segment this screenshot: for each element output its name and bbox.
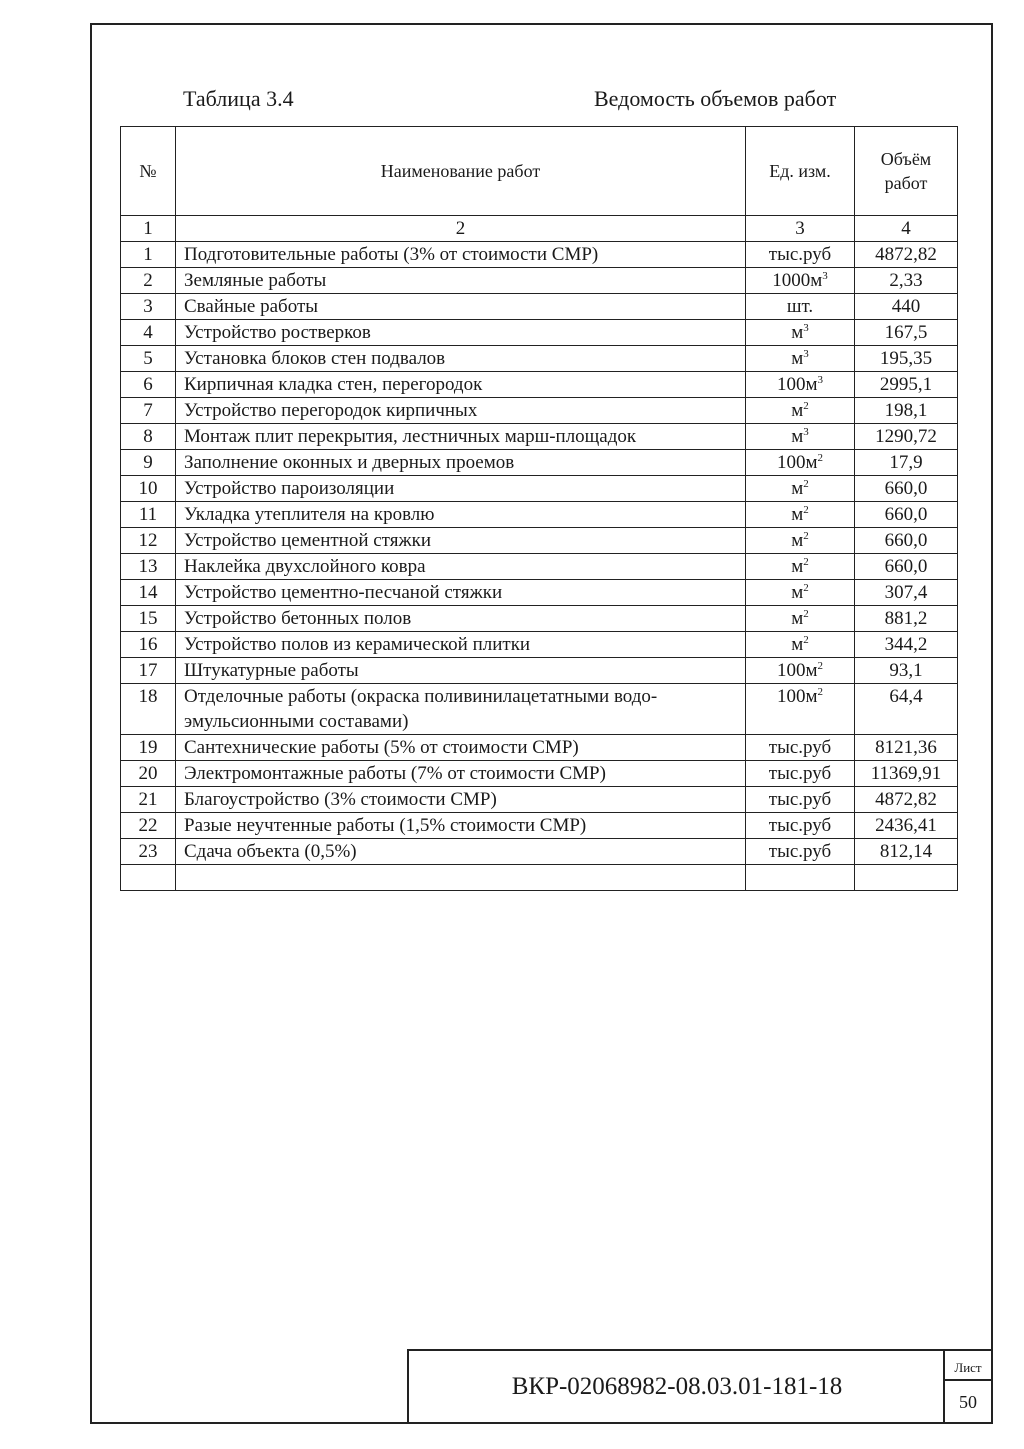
- row-name: Устройство цементно-песчаной стяжки: [176, 580, 746, 606]
- row-name: Заполнение оконных и дверных проемов: [176, 450, 746, 476]
- row-unit-text: м: [791, 608, 804, 629]
- row-unit-exponent: 2: [803, 634, 809, 646]
- row-volume: 93,1: [855, 658, 958, 684]
- row-unit: [746, 735, 855, 761]
- column-index-cell: 4: [855, 216, 958, 242]
- row-unit-text: шт.: [786, 296, 814, 317]
- row-number: 20: [121, 761, 176, 787]
- row-name: Устройство цементной стяжки: [176, 528, 746, 554]
- table-row: [121, 787, 958, 813]
- row-unit: [746, 502, 855, 528]
- row-volume: 660,0: [855, 476, 958, 502]
- column-index-cell: 3: [746, 216, 855, 242]
- row-unit-text: м: [791, 348, 804, 369]
- row-volume: 660,0: [855, 528, 958, 554]
- row-volume: 2995,1: [855, 372, 958, 398]
- table-title: Ведомость объемов работ: [594, 86, 837, 111]
- row-name: Устройство бетонных полов: [176, 606, 746, 632]
- row-volume: 167,5: [855, 320, 958, 346]
- row-unit: [746, 580, 855, 606]
- row-number: 5: [121, 346, 176, 372]
- row-unit-exponent: 3: [803, 322, 809, 334]
- row-unit-text: тыс.руб: [768, 841, 832, 862]
- empty-cell: [855, 865, 958, 891]
- table-row: [121, 424, 958, 450]
- row-number: 13: [121, 554, 176, 580]
- row-number: 11: [121, 502, 176, 528]
- row-number: 10: [121, 476, 176, 502]
- row-name: Устройство перегородок кирпичных: [176, 398, 746, 424]
- row-number: 4: [121, 320, 176, 346]
- row-number: 6: [121, 372, 176, 398]
- row-unit: [746, 346, 855, 372]
- row-unit-text: м: [791, 530, 804, 551]
- row-volume: 660,0: [855, 554, 958, 580]
- row-volume: 660,0: [855, 502, 958, 528]
- row-volume: 1290,72: [855, 424, 958, 450]
- table-label: Таблица 3.4: [183, 86, 294, 111]
- row-number: 18: [121, 684, 176, 735]
- row-volume: 8121,36: [855, 735, 958, 761]
- row-name: Кирпичная кладка стен, перегородок: [176, 372, 746, 398]
- header-unit: Ед. изм.: [746, 127, 855, 216]
- row-unit-exponent: 2: [817, 686, 824, 698]
- row-unit-exponent: 3: [817, 374, 824, 386]
- row-unit: [746, 242, 855, 268]
- row-unit: [746, 554, 855, 580]
- row-number: 17: [121, 658, 176, 684]
- empty-cell: [746, 865, 855, 891]
- sheet-label: Лист: [954, 1360, 982, 1375]
- row-unit-exponent: 2: [803, 504, 809, 516]
- row-number: 7: [121, 398, 176, 424]
- table-row: [121, 632, 958, 658]
- sheet-number: 50: [959, 1392, 977, 1412]
- row-unit-text: тыс.руб: [768, 789, 832, 810]
- row-volume: 17,9: [855, 450, 958, 476]
- table-body: [121, 216, 958, 891]
- row-name: Штукатурные работы: [176, 658, 746, 684]
- row-unit: [746, 450, 855, 476]
- row-number: 3: [121, 294, 176, 320]
- row-unit-text: м: [791, 556, 804, 577]
- row-unit-exponent: 3: [803, 426, 809, 438]
- row-name: Свайные работы: [176, 294, 746, 320]
- row-number: 8: [121, 424, 176, 450]
- row-unit: [746, 761, 855, 787]
- table-row: [121, 372, 958, 398]
- row-name: Наклейка двухслойного ковра: [176, 554, 746, 580]
- row-number: 15: [121, 606, 176, 632]
- row-unit: [746, 294, 855, 320]
- table-row: [121, 839, 958, 865]
- table-row: [121, 606, 958, 632]
- table-row: [121, 476, 958, 502]
- row-unit-text: тыс.руб: [768, 815, 832, 836]
- table-row: [121, 320, 958, 346]
- row-unit-exponent: 3: [803, 348, 809, 360]
- row-unit-text: м: [791, 582, 804, 603]
- row-name: Разые неучтенные работы (1,5% стоимости СМР): [176, 813, 746, 839]
- row-volume: 198,1: [855, 398, 958, 424]
- row-unit-exponent: 3: [822, 270, 828, 282]
- row-unit-text: тыс.руб: [768, 244, 832, 265]
- row-number: 22: [121, 813, 176, 839]
- column-index-cell: 2: [176, 216, 746, 242]
- row-name: Отделочные работы (окраска поливинилацетатными водо-эмульсионными составами): [176, 684, 746, 735]
- empty-cell: [121, 865, 176, 891]
- row-unit-text: м: [791, 504, 804, 525]
- table-row: [121, 502, 958, 528]
- table-row: [121, 813, 958, 839]
- row-name: Устройство полов из керамической плитки: [176, 632, 746, 658]
- row-name: Сдача объекта (0,5%): [176, 839, 746, 865]
- row-number: 16: [121, 632, 176, 658]
- row-unit-text: тыс.руб: [768, 763, 832, 784]
- row-unit-text: 100м: [776, 452, 818, 473]
- table-row: [121, 554, 958, 580]
- row-name: Подготовительные работы (3% от стоимости СМР): [176, 242, 746, 268]
- row-number: 9: [121, 450, 176, 476]
- row-unit-text: 1000м: [772, 270, 823, 291]
- table-row: [121, 528, 958, 554]
- row-unit-exponent: 2: [803, 608, 809, 620]
- row-number: 21: [121, 787, 176, 813]
- row-volume: 2,33: [855, 268, 958, 294]
- table-row: [121, 450, 958, 476]
- row-unit-text: м: [791, 478, 804, 499]
- table-row: [121, 580, 958, 606]
- header-volume: [855, 127, 958, 216]
- row-volume: 344,2: [855, 632, 958, 658]
- row-unit: [746, 813, 855, 839]
- row-volume: 2436,41: [855, 813, 958, 839]
- row-volume: 4872,82: [855, 787, 958, 813]
- row-unit: [746, 839, 855, 865]
- row-unit: [746, 684, 855, 735]
- row-unit: [746, 658, 855, 684]
- row-volume: 11369,91: [855, 761, 958, 787]
- row-volume: 440: [855, 294, 958, 320]
- row-unit: [746, 476, 855, 502]
- row-volume: 307,4: [855, 580, 958, 606]
- row-unit: [746, 787, 855, 813]
- row-unit-text: 100м: [776, 374, 818, 395]
- row-unit-exponent: 2: [803, 582, 809, 594]
- row-volume: 4872,82: [855, 242, 958, 268]
- table-row: [121, 268, 958, 294]
- row-unit-text: м: [791, 426, 804, 447]
- header-name: Наименование работ: [176, 127, 746, 216]
- sheet-divider: [945, 1379, 991, 1381]
- row-number: 2: [121, 268, 176, 294]
- table-row: [121, 684, 958, 735]
- row-name: Укладка утеплителя на кровлю: [176, 502, 746, 528]
- row-unit: [746, 528, 855, 554]
- row-name: Земляные работы: [176, 268, 746, 294]
- row-number: 14: [121, 580, 176, 606]
- row-name: Устройство пароизоляции: [176, 476, 746, 502]
- header-num: №: [121, 127, 176, 216]
- row-unit: [746, 268, 855, 294]
- row-unit: [746, 424, 855, 450]
- row-unit-exponent: 2: [817, 452, 824, 464]
- table-row: [121, 658, 958, 684]
- row-name: Электромонтажные работы (7% от стоимости СМР): [176, 761, 746, 787]
- table-row: [121, 346, 958, 372]
- row-name: Сантехнические работы (5% от стоимости СМР): [176, 735, 746, 761]
- table-row: [121, 735, 958, 761]
- row-volume: 64,4: [855, 684, 958, 735]
- empty-cell: [176, 865, 746, 891]
- empty-row: [121, 865, 958, 891]
- row-unit: [746, 632, 855, 658]
- sheet-box: [943, 1351, 991, 1422]
- row-number: 19: [121, 735, 176, 761]
- header-volume-text: Объём работ: [880, 148, 932, 193]
- row-name: Монтаж плит перекрытия, лестничных марш-площадок: [176, 424, 746, 450]
- table-row: [121, 761, 958, 787]
- row-name: Установка блоков стен подвалов: [176, 346, 746, 372]
- row-unit-exponent: 2: [803, 400, 809, 412]
- table-row: [121, 242, 958, 268]
- row-unit-exponent: 2: [803, 478, 809, 490]
- column-index-row: [121, 216, 958, 242]
- table-header-row: [121, 127, 958, 216]
- row-unit-text: м: [791, 322, 804, 343]
- row-number: 1: [121, 242, 176, 268]
- row-unit: [746, 398, 855, 424]
- row-name: Устройство ростверков: [176, 320, 746, 346]
- row-volume: 195,35: [855, 346, 958, 372]
- row-unit-text: м: [791, 400, 804, 421]
- row-name: Благоустройство (3% стоимости СМР): [176, 787, 746, 813]
- row-number: 12: [121, 528, 176, 554]
- title-block: [407, 1349, 993, 1424]
- row-unit-text: тыс.руб: [768, 737, 832, 758]
- row-unit-exponent: 2: [803, 530, 809, 542]
- row-unit: [746, 372, 855, 398]
- row-number: 23: [121, 839, 176, 865]
- row-unit-text: 100м: [776, 660, 818, 681]
- row-volume: 812,14: [855, 839, 958, 865]
- row-unit-text: м: [791, 634, 804, 655]
- row-volume: 881,2: [855, 606, 958, 632]
- row-unit-text: 100м: [776, 686, 818, 707]
- row-unit-exponent: 2: [817, 660, 824, 672]
- row-unit: [746, 606, 855, 632]
- row-unit: [746, 320, 855, 346]
- document-code: ВКР-02068982-08.03.01-181-18: [511, 1372, 843, 1400]
- column-index-cell: 1: [121, 216, 176, 242]
- works-table: [120, 126, 958, 891]
- table-row: [121, 398, 958, 424]
- row-unit-exponent: 2: [803, 556, 809, 568]
- table-row: [121, 294, 958, 320]
